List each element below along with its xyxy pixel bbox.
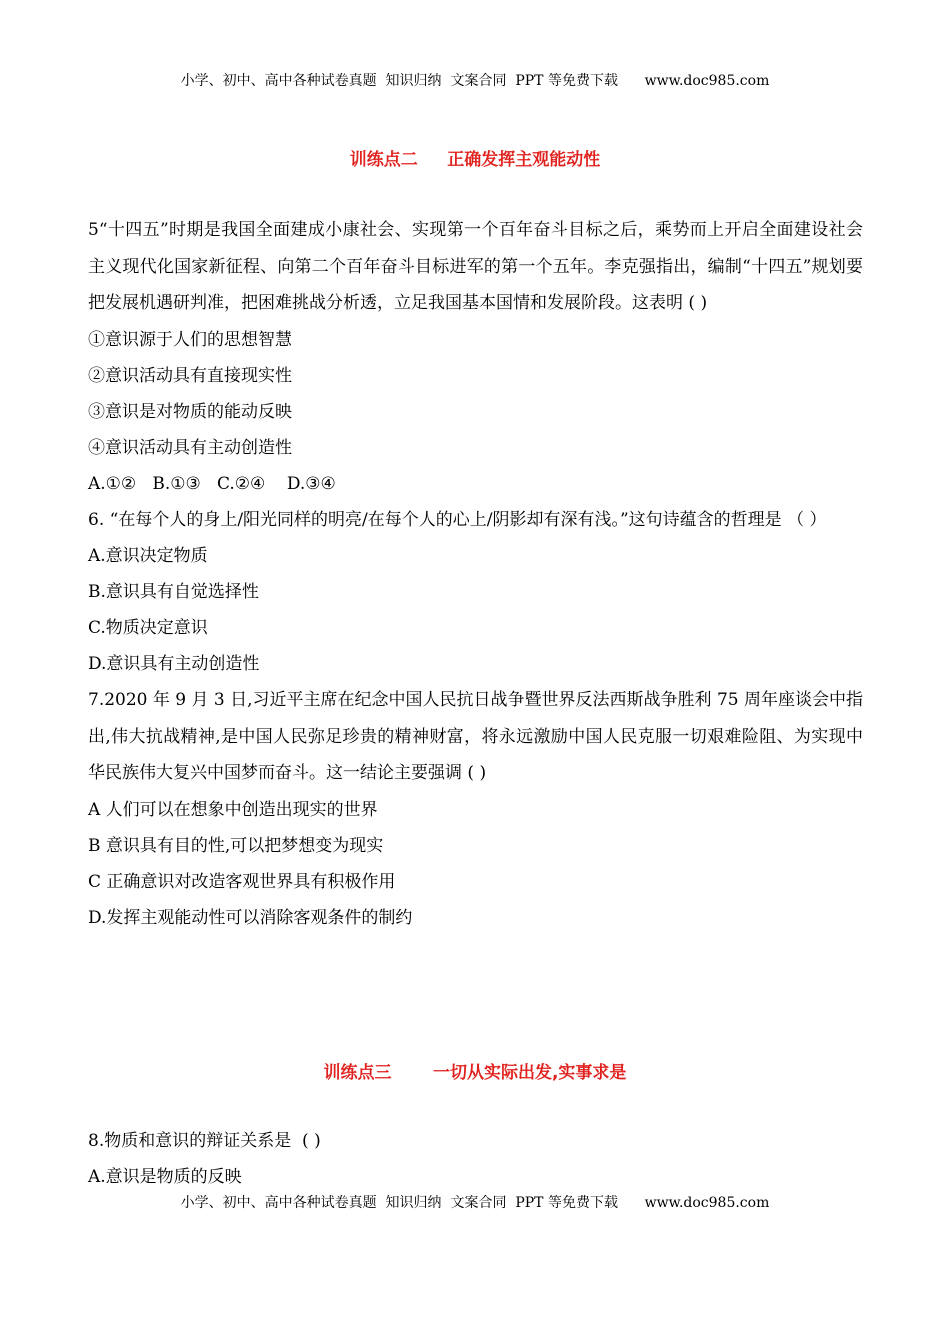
question-5-item-4: ④意识活动具有主动创造性: [88, 437, 292, 458]
question-6-option-c: C.物质决定意识: [88, 618, 208, 638]
question-5-item-2: ②意识活动具有直接现实性: [88, 365, 292, 386]
question-8-option-a: A.意识是物质的反映: [88, 1167, 242, 1187]
question-7-option-a: A 人们可以在想象中创造出现实的世界: [88, 799, 378, 820]
question-5-options: A.①② B.①③ C.②④ D.③④: [88, 473, 336, 494]
question-7-option-b: B 意识具有目的性,可以把梦想变为现实: [88, 835, 384, 856]
question-block-8: [88, 1123, 863, 1195]
question-5-stem: 5“十四五”时期是我国全面建成小康社会、实现第一个百年奋斗目标之后，乘势而上开启全面建设社会主义现代化国家新征程、向第二个百年奋斗目标进军的第一个五年。李克强指出，编制“十四五”规划要把发展机遇研判准，把困难挑战分析透，立足我国基本国情和发展阶段。这表明 ( ): [88, 220, 863, 313]
question-6-stem: 6. “在每个人的身上/阳光同样的明亮/在每个人的心上/阴影却有深有浅。”这句诗蕴含的哲理是 （ ）: [88, 509, 827, 530]
page-footer: 小学、初中、高中各种试卷真题 知识归纳 文案合同 PPT 等免费下载 www.doc985.com: [180, 1195, 770, 1211]
section-title-training-point-2: 训练点二 正确发挥主观能动性: [349, 150, 601, 170]
question-7-stem: 7.2020 年 9 月 3 日,习近平主席在纪念中国人民抗日战争暨世界反法西斯战争胜利 75 周年座谈会中指出,伟大抗战精神,是中国人民弥足珍贵的精神财富，将永远激励中国人民克服一切艰难险阻、为实现中华民族伟大复兴中国梦而奋斗。这一结论主要强调 ( ): [88, 690, 863, 783]
question-5-item-1: ①意识源于人们的思想智慧: [88, 329, 292, 350]
question-5-item-3: ③意识是对物质的能动反映: [88, 401, 292, 422]
page-header: 小学、初中、高中各种试卷真题 知识归纳 文案合同 PPT 等免费下载 www.doc985.com: [180, 73, 770, 89]
question-6-option-d: D.意识具有主动创造性: [88, 654, 260, 674]
question-6-option-b: B.意识具有自觉选择性: [88, 582, 259, 602]
question-7-option-d: D.发挥主观能动性可以消除客观条件的制约: [88, 907, 413, 928]
question-7-option-c: C 正确意识对改造客观世界具有积极作用: [88, 871, 396, 892]
question-block-5-7: [88, 212, 863, 936]
question-6-option-a: A.意识决定物质: [88, 546, 208, 566]
section-title-training-point-3: 训练点三 一切从实际出发,实事求是: [323, 1063, 627, 1083]
question-8-stem: 8.物质和意识的辩证关系是 ( ): [88, 1131, 321, 1151]
